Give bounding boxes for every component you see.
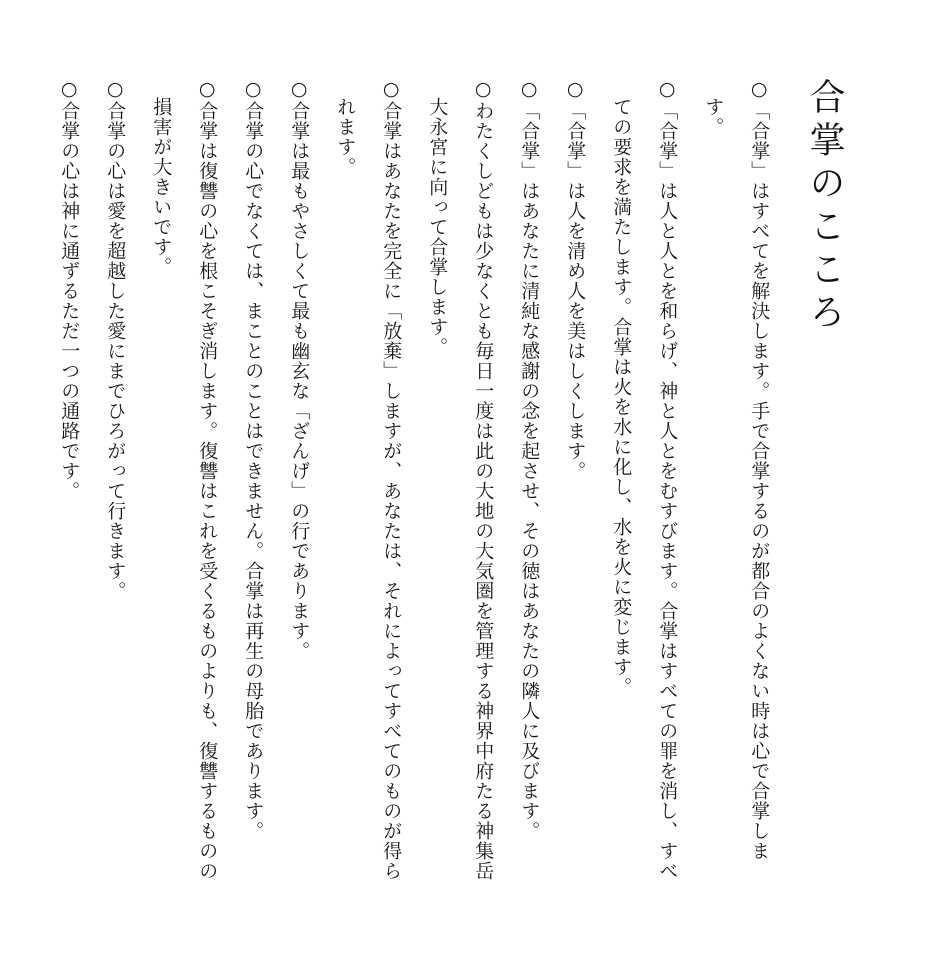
circle-marker-icon: ○ <box>748 78 771 101</box>
circle-marker-icon: ○ <box>58 78 81 101</box>
paragraph-8 <box>230 78 276 893</box>
vertical-text-block <box>46 78 847 893</box>
circle-marker-icon: ○ <box>242 78 265 101</box>
circle-marker-icon: ○ <box>472 78 495 101</box>
paragraph-text: 「合掌」は人と人とを和らげ、神と人とをむすびます。合掌はすべての罪を消し、すべての要求を満たします。合掌は火を水に化し、水を火に変じます。 <box>610 97 679 881</box>
circle-marker-icon: ○ <box>518 78 541 101</box>
paragraph-3 <box>552 78 598 893</box>
paragraph-text: 「合掌」はあなたに清純な感謝の念を起させ、その徳はあなたの隣人に及びます。 <box>518 101 541 841</box>
paragraph-10 <box>92 78 138 893</box>
paragraph-11 <box>46 78 92 893</box>
paragraph-text: 合掌はあなたを完全に「放棄」しますが、あなたは、それによってすべてのものが得られます。 <box>334 97 403 881</box>
paragraph-text: 合掌は復讐の心を根こそぎ消します。復讐はこれを受くるものよりも、復讐するものの損害が大きいです。 <box>150 97 219 881</box>
paragraph-4 <box>506 78 552 893</box>
paragraph-7 <box>276 78 322 893</box>
circle-marker-icon: ○ <box>380 78 403 101</box>
circle-marker-icon: ○ <box>288 78 311 101</box>
circle-marker-icon: ○ <box>104 78 127 101</box>
paragraph-text: 合掌の心でなくては、まことのことはできません。合掌は再生の母胎であります。 <box>242 101 265 841</box>
page-title: 合掌のこころ <box>804 78 845 336</box>
paragraph-text: 合掌の心は神に通ずるただ一つの通路です。 <box>58 101 81 501</box>
paragraph-text: 「合掌」は人を清め人を美はしくします。 <box>564 101 587 481</box>
circle-marker-icon: ○ <box>564 78 587 101</box>
paragraph-2 <box>598 78 690 893</box>
paragraph-text: わたくしどもは少なくとも毎日一度は此の大地の大気圏を管理する神界中府たる神集岳大永宮に向って合掌します。 <box>426 97 495 881</box>
paragraph-1 <box>690 78 782 893</box>
circle-marker-icon: ○ <box>196 78 219 101</box>
circle-marker-icon: ○ <box>656 78 679 101</box>
paragraph-text: 合掌は最もやさしくて最も幽玄な「ざんげ」の行であります。 <box>288 101 311 661</box>
paragraph-text: 合掌の心は愛を超越した愛にまでひろがって行きます。 <box>104 101 127 601</box>
paragraph-6 <box>322 78 414 893</box>
paragraph-5 <box>414 78 506 893</box>
paragraph-9 <box>138 78 230 893</box>
paragraph-text: 「合掌」はすべてを解決します。手で合掌するのが都合のよくない時は心で合掌します。 <box>702 97 771 861</box>
